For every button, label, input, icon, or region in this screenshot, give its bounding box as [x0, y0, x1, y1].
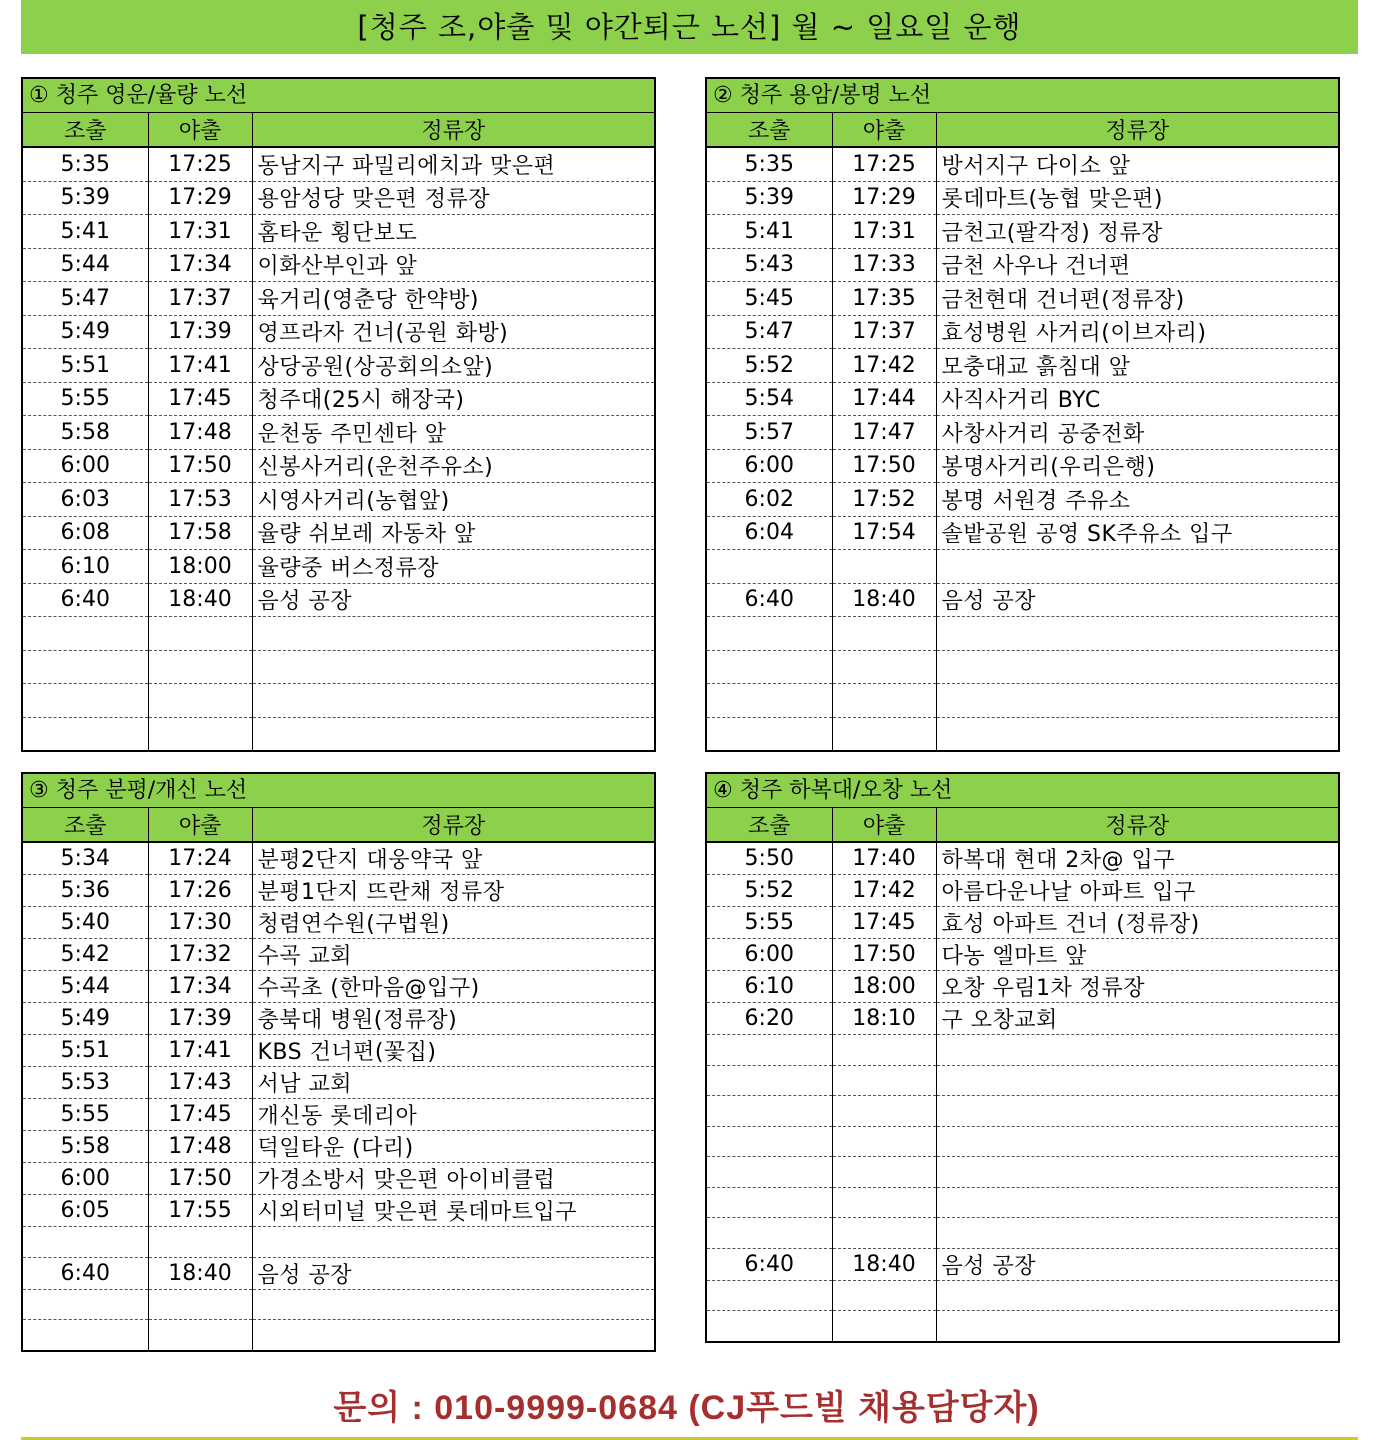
morning-time-cell: 5:42	[23, 939, 148, 971]
table-row	[23, 1163, 654, 1195]
morning-time-cell: 5:35	[23, 147, 148, 181]
col-header-stop: 정류장	[936, 808, 1338, 842]
morning-time-cell: 5:49	[23, 315, 148, 349]
morning-time-cell: 6:40	[23, 583, 148, 617]
evening-time-cell: 17:33	[832, 248, 936, 282]
morning-time-cell: 5:58	[23, 416, 148, 450]
morning-time-cell: 6:08	[23, 516, 148, 550]
evening-time-cell: 17:31	[832, 215, 936, 249]
table-row	[707, 1096, 1338, 1127]
table-row	[23, 971, 654, 1003]
morning-time-cell: 6:10	[23, 550, 148, 584]
morning-time-cell	[707, 650, 832, 684]
morning-time-cell: 6:05	[23, 1195, 148, 1227]
stop-name-cell: 신봉사거리(운천주유소)	[252, 449, 654, 483]
route-table-yeongun-yulryang	[21, 77, 656, 752]
route-title: ① 청주 영운/율량 노선	[23, 79, 654, 113]
morning-time-cell: 5:52	[707, 349, 832, 383]
table-row	[23, 842, 654, 875]
evening-time-cell: 17:50	[148, 1163, 252, 1195]
morning-time-cell: 5:54	[707, 382, 832, 416]
morning-time-cell	[707, 1157, 832, 1188]
table-row	[23, 583, 654, 617]
stop-name-cell: 모충대교 흙침대 앞	[936, 349, 1338, 383]
stop-name-cell: KBS 건너편(꽃집)	[252, 1035, 654, 1067]
table-row	[707, 1218, 1338, 1249]
morning-time-cell: 5:58	[23, 1131, 148, 1163]
stop-name-cell: 시외터미널 맞은편 롯데마트입구	[252, 1195, 654, 1227]
morning-time-cell: 5:43	[707, 248, 832, 282]
evening-time-cell: 18:10	[832, 1003, 936, 1035]
evening-time-cell	[148, 684, 252, 718]
evening-time-cell: 17:37	[148, 282, 252, 316]
stop-name-cell: 솔밭공원 공영 SK주유소 입구	[936, 516, 1338, 550]
stop-name-cell: 사직사거리 BYC	[936, 382, 1338, 416]
table-row	[707, 1065, 1338, 1096]
morning-time-cell	[23, 1289, 148, 1320]
morning-time-cell: 5:40	[23, 907, 148, 939]
stop-name-cell: 청렴연수원(구법원)	[252, 907, 654, 939]
morning-time-cell: 6:00	[23, 449, 148, 483]
morning-time-cell: 5:45	[707, 282, 832, 316]
col-header-morning: 조출	[707, 113, 832, 147]
stop-name-cell: 금천고(팔각정) 정류장	[936, 215, 1338, 249]
evening-time-cell: 17:52	[832, 483, 936, 517]
table-row	[23, 516, 654, 550]
table-row	[707, 842, 1338, 875]
stop-name-cell: 금천 사우나 건너편	[936, 248, 1338, 282]
table-row	[23, 1195, 654, 1227]
evening-time-cell: 17:35	[832, 282, 936, 316]
stop-name-cell: 청주대(25시 해장국)	[252, 382, 654, 416]
morning-time-cell: 6:10	[707, 971, 832, 1003]
table-row	[23, 1099, 654, 1131]
stop-name-cell	[252, 684, 654, 718]
morning-time-cell: 5:41	[707, 215, 832, 249]
evening-time-cell: 17:55	[148, 1195, 252, 1227]
stop-name-cell: 봉명사거리(우리은행)	[936, 449, 1338, 483]
evening-time-cell: 18:40	[148, 583, 252, 617]
table-row	[707, 907, 1338, 939]
table-row	[707, 650, 1338, 684]
table-row	[23, 1320, 654, 1350]
schedule-table	[707, 113, 1338, 750]
table-row	[23, 1131, 654, 1163]
evening-time-cell	[832, 1096, 936, 1127]
evening-time-cell: 18:40	[832, 1248, 936, 1280]
evening-time-cell	[832, 1065, 936, 1096]
morning-time-cell: 5:34	[23, 842, 148, 875]
evening-time-cell: 17:48	[148, 416, 252, 450]
stop-name-cell: 하복대 현대 2차@ 입구	[936, 842, 1338, 875]
morning-time-cell: 5:44	[23, 971, 148, 1003]
table-row	[707, 449, 1338, 483]
table-row	[23, 449, 654, 483]
morning-time-cell	[707, 684, 832, 718]
morning-time-cell	[707, 1311, 832, 1341]
morning-time-cell	[707, 617, 832, 651]
table-row	[707, 617, 1338, 651]
stop-name-cell: 용암성당 맞은편 정류장	[252, 181, 654, 215]
col-header-stop: 정류장	[252, 113, 654, 147]
schedule-table	[707, 808, 1338, 1341]
stop-name-cell: 오창 우림1차 정류장	[936, 971, 1338, 1003]
morning-time-cell: 5:41	[23, 215, 148, 249]
stop-name-cell: 롯데마트(농협 맞은편)	[936, 181, 1338, 215]
morning-time-cell: 6:04	[707, 516, 832, 550]
table-row	[23, 181, 654, 215]
morning-time-cell: 6:00	[707, 449, 832, 483]
morning-time-cell	[707, 1096, 832, 1127]
stop-name-cell: 금천현대 건너편(정류장)	[936, 282, 1338, 316]
morning-time-cell	[707, 1280, 832, 1311]
stop-name-cell: 음성 공장	[936, 583, 1338, 617]
evening-time-cell: 17:53	[148, 483, 252, 517]
evening-time-cell: 17:39	[148, 1003, 252, 1035]
col-header-evening: 야출	[832, 113, 936, 147]
table-row	[707, 583, 1338, 617]
morning-time-cell: 5:55	[707, 907, 832, 939]
stop-name-cell	[936, 1187, 1338, 1218]
evening-time-cell	[832, 717, 936, 750]
col-header-morning: 조출	[707, 808, 832, 842]
stop-name-cell	[936, 650, 1338, 684]
col-header-morning: 조출	[23, 808, 148, 842]
table-row	[707, 147, 1338, 181]
evening-time-cell: 17:50	[148, 449, 252, 483]
table-row	[23, 550, 654, 584]
stop-name-cell	[252, 1320, 654, 1350]
col-header-morning: 조출	[23, 113, 148, 147]
schedule-table	[23, 808, 654, 1350]
evening-time-cell: 17:24	[148, 842, 252, 875]
stop-name-cell	[936, 1280, 1338, 1311]
evening-time-cell: 17:30	[148, 907, 252, 939]
evening-time-cell	[148, 717, 252, 750]
table-row	[707, 939, 1338, 971]
evening-time-cell: 17:54	[832, 516, 936, 550]
evening-time-cell: 17:42	[832, 349, 936, 383]
evening-time-cell	[832, 1187, 936, 1218]
stop-name-cell	[252, 1289, 654, 1320]
morning-time-cell	[707, 1035, 832, 1066]
table-row	[23, 1227, 654, 1258]
table-row	[707, 1035, 1338, 1066]
evening-time-cell	[148, 1320, 252, 1350]
table-row	[23, 349, 654, 383]
stop-name-cell: 운천동 주민센타 앞	[252, 416, 654, 450]
evening-time-cell	[832, 1126, 936, 1157]
evening-time-cell	[148, 1227, 252, 1258]
table-row	[23, 717, 654, 750]
table-row	[23, 215, 654, 249]
morning-time-cell: 5:35	[707, 147, 832, 181]
stop-name-cell: 충북대 병원(정류장)	[252, 1003, 654, 1035]
stop-name-cell	[936, 1035, 1338, 1066]
evening-time-cell: 17:40	[832, 842, 936, 875]
stop-name-cell	[936, 1126, 1338, 1157]
table-row	[23, 907, 654, 939]
evening-time-cell	[832, 684, 936, 718]
table-row	[23, 315, 654, 349]
stop-name-cell: 구 오창교회	[936, 1003, 1338, 1035]
col-header-evening: 야출	[832, 808, 936, 842]
evening-time-cell	[148, 617, 252, 651]
morning-time-cell: 5:51	[23, 1035, 148, 1067]
morning-time-cell: 5:39	[23, 181, 148, 215]
table-row	[23, 650, 654, 684]
morning-time-cell	[23, 617, 148, 651]
table-row	[707, 1248, 1338, 1280]
morning-time-cell: 5:47	[707, 315, 832, 349]
morning-time-cell: 6:40	[707, 1248, 832, 1280]
morning-time-cell	[23, 1320, 148, 1350]
stop-name-cell: 가경소방서 맞은편 아이비클럽	[252, 1163, 654, 1195]
stop-name-cell: 서남 교회	[252, 1067, 654, 1099]
stop-name-cell: 효성병원 사거리(이브자리)	[936, 315, 1338, 349]
stop-name-cell	[252, 617, 654, 651]
table-row	[23, 684, 654, 718]
evening-time-cell: 17:29	[832, 181, 936, 215]
evening-time-cell	[832, 650, 936, 684]
morning-time-cell	[707, 550, 832, 584]
table-row	[707, 349, 1338, 383]
page-title: [청주 조,야출 및 야간퇴근 노선] 월 ~ 일요일 운행	[21, 0, 1358, 54]
evening-time-cell	[832, 550, 936, 584]
table-row	[23, 147, 654, 181]
evening-time-cell: 17:41	[148, 349, 252, 383]
morning-time-cell: 5:51	[23, 349, 148, 383]
stop-name-cell: 사창사거리 공중전화	[936, 416, 1338, 450]
stop-name-cell	[252, 1227, 654, 1258]
stop-name-cell: 효성 아파트 건너 (정류장)	[936, 907, 1338, 939]
morning-time-cell: 6:03	[23, 483, 148, 517]
table-row	[23, 1003, 654, 1035]
stop-name-cell	[936, 617, 1338, 651]
morning-time-cell: 5:36	[23, 875, 148, 907]
route-title: ④ 청주 하복대/오창 노선	[707, 774, 1338, 808]
stop-name-cell: 이화산부인과 앞	[252, 248, 654, 282]
morning-time-cell: 5:49	[23, 1003, 148, 1035]
evening-time-cell: 17:34	[148, 971, 252, 1003]
table-row	[23, 248, 654, 282]
table-row	[707, 1126, 1338, 1157]
morning-time-cell	[707, 1126, 832, 1157]
evening-time-cell: 17:29	[148, 181, 252, 215]
table-row	[707, 875, 1338, 907]
evening-time-cell: 17:45	[832, 907, 936, 939]
table-row	[707, 1280, 1338, 1311]
morning-time-cell: 5:39	[707, 181, 832, 215]
evening-time-cell: 17:47	[832, 416, 936, 450]
evening-time-cell	[832, 617, 936, 651]
evening-time-cell: 18:00	[832, 971, 936, 1003]
evening-time-cell: 17:26	[148, 875, 252, 907]
stop-name-cell	[936, 717, 1338, 750]
contact-info: 문의 : 010-9999-0684 (CJ푸드빌 채용담당자)	[333, 1389, 1040, 1427]
morning-time-cell: 6:00	[23, 1163, 148, 1195]
stop-name-cell	[252, 650, 654, 684]
table-row	[707, 181, 1338, 215]
stop-name-cell: 봉명 서원경 주유소	[936, 483, 1338, 517]
evening-time-cell: 17:43	[148, 1067, 252, 1099]
evening-time-cell: 17:45	[148, 382, 252, 416]
route-title: ② 청주 용암/봉명 노선	[707, 79, 1338, 113]
route-table-habokdae-ochang	[705, 772, 1340, 1343]
stop-name-cell: 육거리(영춘당 한약방)	[252, 282, 654, 316]
table-row	[23, 1035, 654, 1067]
stop-name-cell: 수곡초 (한마음@입구)	[252, 971, 654, 1003]
morning-time-cell: 5:44	[23, 248, 148, 282]
table-row	[707, 550, 1338, 584]
table-row	[23, 483, 654, 517]
table-row	[707, 971, 1338, 1003]
table-row	[23, 1067, 654, 1099]
evening-time-cell: 17:39	[148, 315, 252, 349]
evening-time-cell	[148, 650, 252, 684]
morning-time-cell: 5:55	[23, 382, 148, 416]
morning-time-cell	[707, 1218, 832, 1249]
stop-name-cell: 상당공원(상공회의소앞)	[252, 349, 654, 383]
col-header-stop: 정류장	[252, 808, 654, 842]
table-row	[23, 382, 654, 416]
morning-time-cell: 6:40	[707, 583, 832, 617]
stop-name-cell: 영프라자 건너(공원 화방)	[252, 315, 654, 349]
stop-name-cell	[936, 1311, 1338, 1341]
evening-time-cell: 17:25	[148, 147, 252, 181]
stop-name-cell: 동남지구 파밀리에치과 맞은편	[252, 147, 654, 181]
evening-time-cell: 17:50	[832, 449, 936, 483]
table-row	[707, 1157, 1338, 1188]
stop-name-cell: 음성 공장	[252, 1257, 654, 1289]
stop-name-cell: 덕일타운 (다리)	[252, 1131, 654, 1163]
table-row	[707, 1187, 1338, 1218]
evening-time-cell: 17:31	[148, 215, 252, 249]
stop-name-cell	[936, 1065, 1338, 1096]
evening-time-cell: 17:45	[148, 1099, 252, 1131]
evening-time-cell: 17:25	[832, 147, 936, 181]
evening-time-cell	[832, 1218, 936, 1249]
table-row	[707, 215, 1338, 249]
stop-name-cell: 음성 공장	[936, 1248, 1338, 1280]
table-row	[707, 1311, 1338, 1341]
stop-name-cell: 분평1단지 뜨란채 정류장	[252, 875, 654, 907]
evening-time-cell	[832, 1157, 936, 1188]
morning-time-cell	[707, 1065, 832, 1096]
evening-time-cell: 17:37	[832, 315, 936, 349]
morning-time-cell: 5:55	[23, 1099, 148, 1131]
evening-time-cell: 17:58	[148, 516, 252, 550]
morning-time-cell: 5:53	[23, 1067, 148, 1099]
table-row	[23, 617, 654, 651]
stop-name-cell	[936, 684, 1338, 718]
evening-time-cell	[148, 1289, 252, 1320]
evening-time-cell: 18:40	[148, 1257, 252, 1289]
table-row	[23, 875, 654, 907]
col-header-stop: 정류장	[936, 113, 1338, 147]
evening-time-cell: 17:34	[148, 248, 252, 282]
evening-time-cell: 18:00	[148, 550, 252, 584]
stop-name-cell	[936, 550, 1338, 584]
col-header-evening: 야출	[148, 113, 252, 147]
stop-name-cell: 아름다운나날 아파트 입구	[936, 875, 1338, 907]
morning-time-cell: 5:52	[707, 875, 832, 907]
morning-time-cell: 5:57	[707, 416, 832, 450]
route-table-bunpyeong-gaesin	[21, 772, 656, 1352]
stop-name-cell: 방서지구 다이소 앞	[936, 147, 1338, 181]
table-row	[707, 717, 1338, 750]
table-row	[707, 684, 1338, 718]
table-row	[23, 416, 654, 450]
stop-name-cell: 율량 쉬보레 자동차 앞	[252, 516, 654, 550]
morning-time-cell: 6:02	[707, 483, 832, 517]
morning-time-cell: 5:47	[23, 282, 148, 316]
morning-time-cell: 6:00	[707, 939, 832, 971]
stop-name-cell: 시영사거리(농협앞)	[252, 483, 654, 517]
stop-name-cell: 홈타운 횡단보도	[252, 215, 654, 249]
stop-name-cell	[252, 717, 654, 750]
table-row	[707, 416, 1338, 450]
table-row	[707, 282, 1338, 316]
stop-name-cell	[936, 1218, 1338, 1249]
morning-time-cell	[23, 650, 148, 684]
stop-name-cell	[936, 1157, 1338, 1188]
table-row	[23, 1289, 654, 1320]
evening-time-cell	[832, 1280, 936, 1311]
evening-time-cell: 17:42	[832, 875, 936, 907]
stop-name-cell: 다농 엘마트 앞	[936, 939, 1338, 971]
evening-time-cell: 17:48	[148, 1131, 252, 1163]
evening-time-cell	[832, 1311, 936, 1341]
evening-time-cell: 17:41	[148, 1035, 252, 1067]
table-row	[707, 315, 1338, 349]
stop-name-cell	[936, 1096, 1338, 1127]
stop-name-cell: 율량중 버스정류장	[252, 550, 654, 584]
table-row	[707, 382, 1338, 416]
route-title: ③ 청주 분평/개신 노선	[23, 774, 654, 808]
table-row	[23, 282, 654, 316]
stop-name-cell: 음성 공장	[252, 583, 654, 617]
morning-time-cell	[23, 717, 148, 750]
stop-name-cell: 수곡 교회	[252, 939, 654, 971]
evening-time-cell: 17:50	[832, 939, 936, 971]
table-row	[707, 516, 1338, 550]
morning-time-cell	[707, 717, 832, 750]
route-table-yongam-bongmyeong	[705, 77, 1340, 752]
table-row	[707, 483, 1338, 517]
evening-time-cell	[832, 1035, 936, 1066]
evening-time-cell: 17:44	[832, 382, 936, 416]
stop-name-cell: 분평2단지 대웅약국 앞	[252, 842, 654, 875]
table-row	[707, 1003, 1338, 1035]
stop-name-cell: 개신동 롯데리아	[252, 1099, 654, 1131]
morning-time-cell	[23, 1227, 148, 1258]
evening-time-cell: 17:32	[148, 939, 252, 971]
table-row	[23, 939, 654, 971]
col-header-evening: 야출	[148, 808, 252, 842]
table-row	[707, 248, 1338, 282]
morning-time-cell: 5:50	[707, 842, 832, 875]
evening-time-cell: 18:40	[832, 583, 936, 617]
morning-time-cell: 6:40	[23, 1257, 148, 1289]
morning-time-cell	[23, 684, 148, 718]
morning-time-cell: 6:20	[707, 1003, 832, 1035]
morning-time-cell	[707, 1187, 832, 1218]
table-row	[23, 1257, 654, 1289]
schedule-table	[23, 113, 654, 750]
